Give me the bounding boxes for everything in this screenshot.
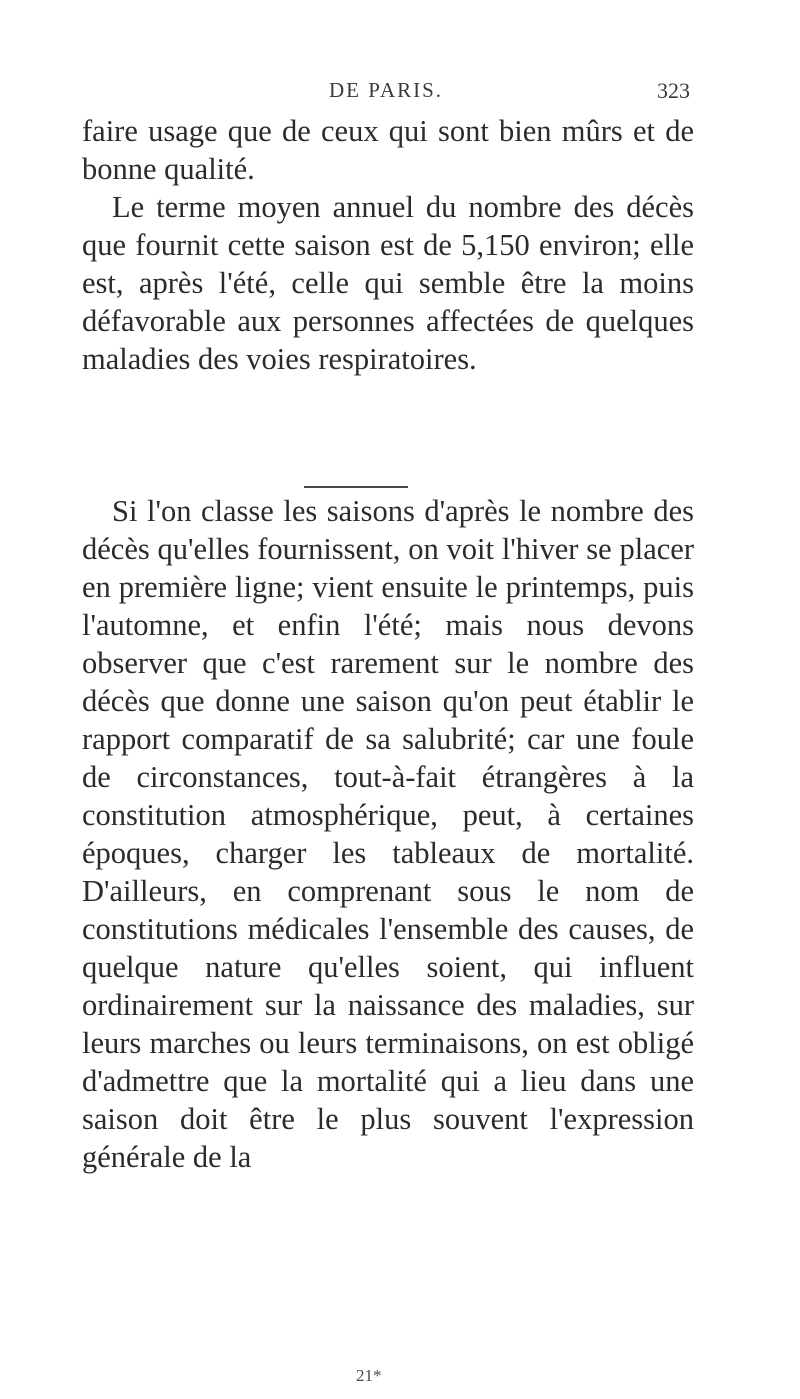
running-head [82,78,690,108]
section-divider-rule [304,486,408,488]
paragraph-continuation: faire usage que de ceux qui sont bien mûrs et de bonne qualité. [82,114,694,186]
page-number: 323 [657,78,690,103]
paragraph-mortality-average: Le terme moyen annuel du nombre des décès que fournit cette saison est de 5,150 environ; elle est, après l'été, celle qui semble être la moins défavorable aux personnes affectées de quelques maladies des voies respiratoires. [82,190,694,376]
running-title: DE PARIS. [328,78,444,102]
paragraph-seasons-ranking: Si l'on classe les saisons d'après le nombre des décès qu'elles fournissent, on voit l'hiver se placer en première ligne; vient ensuite le printemps, puis l'automne, et enfin l'été; mais nous devons observer que c'est rarement sur le nombre des décès que donne une saison qu'on peut établir le rapport comparatif de sa salubrité; car une foule de circonstances, tout-à-fait étrangères à la constitution atmosphérique, peut, à certaines époques, charger les tableaux de mortalité. D'ailleurs, en comprenant sous le nom de constitutions médicales l'ensemble des causes, de quelque nature qu'elles soient, qui influent ordinairement sur la naissance des maladies, sur leurs marches ou leurs terminaisons, on est obligé d'admettre que la mortalité qui a lieu dans une saison doit être le plus souvent l'expression générale de la [82,494,694,1174]
signature-mark: 21* [356,1366,382,1385]
